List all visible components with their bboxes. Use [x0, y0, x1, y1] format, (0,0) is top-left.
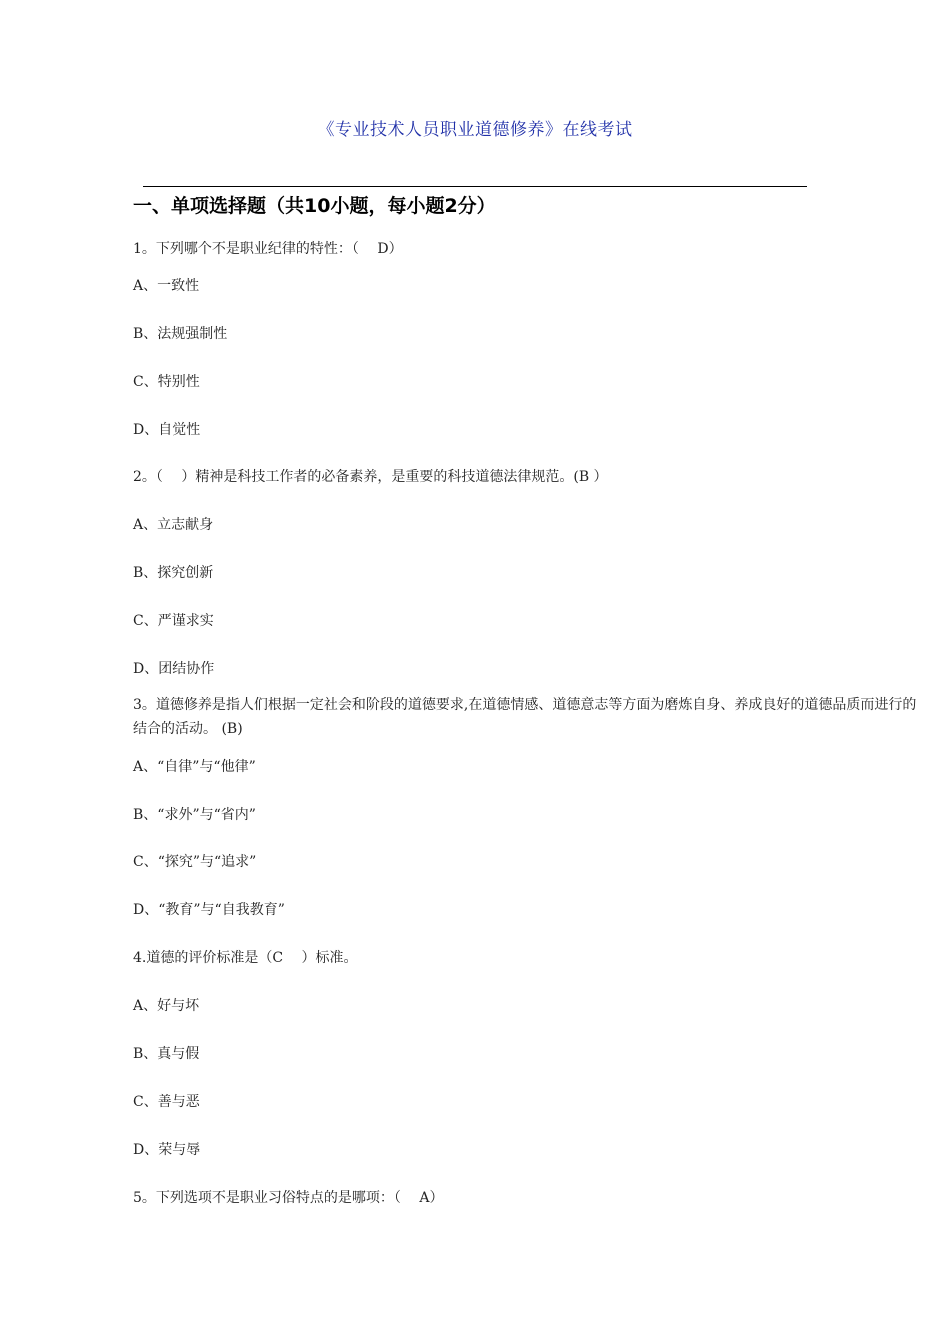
- question-1-stem: 1。下列哪个不是职业纪律的特性：（ D）: [133, 241, 403, 257]
- question-5-stem: 5。下列选项不是职业习俗特点的是哪项：（ A）: [133, 1190, 444, 1206]
- question-4-stem: 4.道德的评价标准是（C ）标准。: [133, 950, 358, 966]
- question-2-option-d: D、团结协作: [133, 661, 215, 677]
- question-1-option-b: B、法规强制性: [133, 326, 228, 342]
- section-heading: 一、单项选择题（共10小题，每小题2分）: [133, 195, 496, 217]
- question-1-option-a: A、一致性: [133, 278, 200, 294]
- question-2-option-b: B、探究创新: [133, 565, 214, 581]
- question-1-option-c: C、特别性: [133, 374, 200, 390]
- question-4-option-c: C、善与恶: [133, 1094, 200, 1110]
- question-1-option-d: D、自觉性: [133, 422, 201, 438]
- header-rule: [143, 186, 807, 187]
- question-3-option-d: D、“教育”与“自我教育”: [133, 902, 285, 918]
- question-3-option-a: A、“自律”与“他律”: [133, 759, 256, 775]
- question-3-stem: 3。道德修养是指人们根据一定社会和阶段的道德要求,在道德情感、道德意志等方面为磨炼自身、养成良好的道德品质而进行的: [133, 697, 917, 713]
- question-2-stem: 2。（ ）精神是科技工作者的必备素养，是重要的科技道德法律规范。(B ）: [133, 469, 608, 485]
- question-3-option-b: B、“求外”与“省内”: [133, 807, 256, 823]
- question-4-option-a: A、好与坏: [133, 998, 200, 1014]
- question-3-stem-continued: 结合的活动。 (B): [133, 721, 243, 737]
- question-4-option-b: B、真与假: [133, 1046, 200, 1062]
- question-2-option-a: A、立志献身: [133, 517, 214, 533]
- question-3-option-c: C、“探究”与“追求”: [133, 854, 257, 870]
- question-2-option-c: C、严谨求实: [133, 613, 214, 629]
- document-title: 《专业技术人员职业道德修养》在线考试: [317, 120, 633, 140]
- question-4-option-d: D、荣与辱: [133, 1142, 201, 1158]
